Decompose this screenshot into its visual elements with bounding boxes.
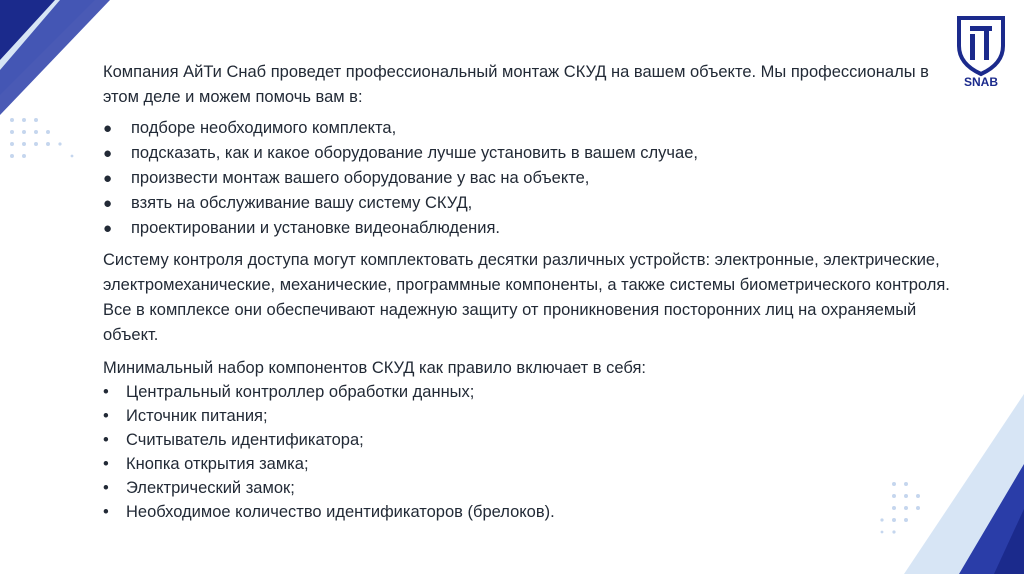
list-item: ● подсказать, как и какое оборудование лучше установить в вашем случае,	[103, 141, 953, 166]
system-paragraph: Систему контроля доступа могут комплектовать десятки различных устройств: электронные, электрические, электромеханические, механические, программные компоненты, а также системы биометрического контроля. Все в комплексе они обеспечивают надежную защиту от проникновения посторонних лиц на охраняемый объект.	[103, 251, 950, 344]
bullet-icon: ●	[103, 120, 113, 137]
list-item: • Центральный контроллер обработки данных;	[103, 380, 953, 404]
bullet-icon: ●	[103, 220, 113, 237]
list-item: • Необходимое количество идентификаторов (брелоков).	[103, 500, 953, 524]
minimal-set-heading: Минимальный набор компонентов СКУД как правило включает в себя:	[103, 359, 646, 377]
bullet-icon: ●	[103, 170, 113, 187]
intro-paragraph: Компания АйТи Снаб проведет профессиональный монтаж СКУД на вашем объекте. Мы профессионалы в этом деле и можем помочь вам в:	[103, 63, 929, 106]
logo-text: SNAB	[963, 75, 999, 88]
list-item: • Электрический замок;	[103, 476, 953, 500]
list-item: ● подборе необходимого комплекта,	[103, 116, 953, 141]
list-item: ● произвести монтаж вашего оборудование у вас на объекте,	[103, 166, 953, 191]
bullet-icon: •	[103, 455, 109, 473]
list-item: • Считыватель идентификатора;	[103, 428, 953, 452]
components-list	[103, 380, 953, 524]
list-item: ● взять на обслуживание вашу систему СКУД,	[103, 191, 953, 216]
bullet-icon: ●	[103, 145, 113, 162]
company-logo	[955, 12, 1007, 88]
list-item: • Кнопка открытия замка;	[103, 452, 953, 476]
bullet-icon: •	[103, 479, 109, 497]
bullet-icon: •	[103, 383, 109, 401]
list-item: ● проектировании и установке видеонаблюдения.	[103, 216, 953, 241]
bullet-icon: ●	[103, 195, 113, 212]
services-list	[103, 116, 953, 241]
bullet-icon: •	[103, 407, 109, 425]
slide-content	[103, 60, 953, 524]
bullet-icon: •	[103, 431, 109, 449]
list-item: • Источник питания;	[103, 404, 953, 428]
bullet-icon: •	[103, 503, 109, 521]
